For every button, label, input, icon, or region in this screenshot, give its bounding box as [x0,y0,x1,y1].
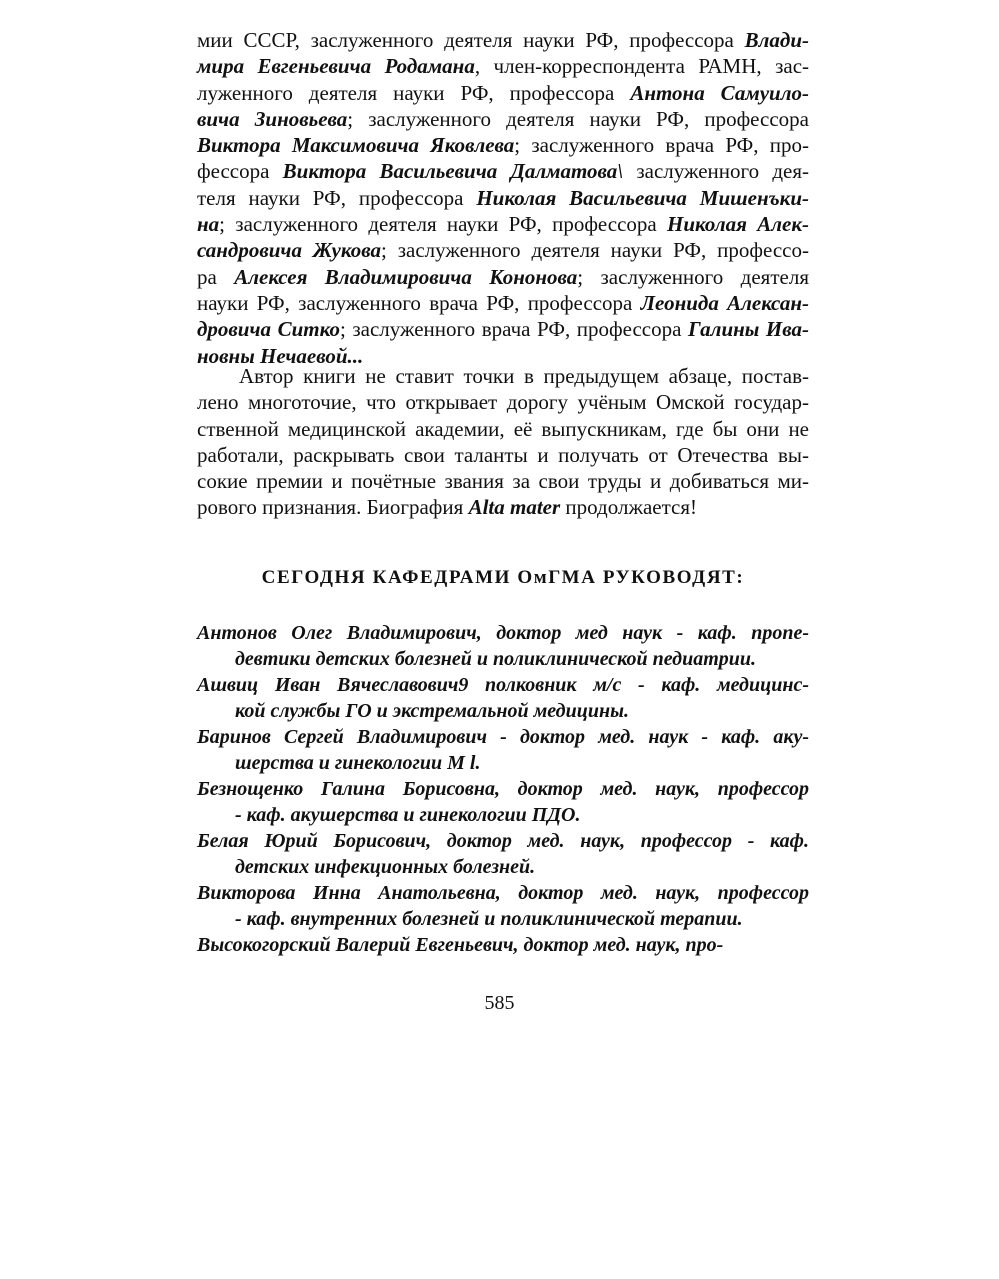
text-line [197,132,809,158]
text-run: ственной медицинской академии, её выпускникам, где бы они не [197,416,809,441]
paragraph-author-note [197,363,809,521]
bold-name: Alta mater [468,495,561,520]
text-line [197,185,809,211]
entry-line: Ашвиц Иван Вячеславович9 полковник м/с - каф. медицинс- [197,674,809,696]
entry-continuation: кой службы ГО и экстремальной медицины. [235,700,629,722]
department-heads-list [197,620,809,958]
bold-name: Николая Алек- [667,212,809,237]
text-run: ; заслуженного деятеля науки РФ, профессора [219,212,668,237]
entry-continuation: девтики детских болезней и поликлинической педиатрии. [235,648,757,670]
bold-name: Николая Васильевича Мишенъки- [476,185,809,210]
text-line [197,158,809,184]
bold-name: Антона Самуило- [630,80,809,105]
text-line [197,106,809,132]
text-line [197,363,809,389]
text-line [197,264,809,290]
bold-name: Леонида Алексан- [640,290,809,315]
bold-name: Галины Ива- [688,317,810,342]
bold-name: дровича Ситко [197,317,340,342]
entry-line: Баринов Сергей Владимирович - доктор мед. наук - каф. аку- [197,726,809,748]
text-run: сокие премии и почётные звания за свои труды и добиваться ми- [197,469,809,494]
section-heading: СЕГОДНЯ КАФЕДРАМИ ОмГМА РУКОВОДЯТ: [261,567,745,588]
department-head-entry [197,828,809,880]
bold-name: вича Зиновьева [197,106,348,131]
text-line [197,389,809,415]
text-run: мии СССР, заслуженного деятеля науки РФ, профессора [197,28,745,52]
text-run: продолжается! [560,495,697,520]
text-line [197,237,809,263]
text-line [197,442,809,468]
text-run: теля науки РФ, профессора [197,185,477,210]
paragraph-honorees [197,27,809,369]
entry-continuation: - каф. внутренних болезней и поликлинической терапии. [235,908,743,930]
text-run: ; заслуженного врача РФ, про- [514,133,809,158]
text-line [197,290,809,316]
entry-continuation: детских инфекционных болезней. [235,856,536,878]
bold-name: Виктора Максимовича Яковлева [197,133,515,158]
department-head-entry [197,932,809,958]
text-run: ; заслуженного деятеля [577,264,809,289]
bold-name: Алексея Владимировича Кононова [234,264,578,289]
bold-name: Виктора Васильевича Далматова\ [282,159,624,184]
text-run: заслуженного дея- [623,159,809,184]
text-line [197,80,809,106]
text-run: , член-корреспондента РАМН, зас- [474,54,810,79]
department-head-entry [197,880,809,932]
entry-line: Белая Юрий Борисович, доктор мед. наук, профессор - каф. [197,830,809,852]
text-run: фессора [197,159,283,184]
entry-line: Высокогорский Валерий Евгеньевич, доктор мед. наук, про- [197,934,724,956]
entry-line: Викторова Инна Анатольевна, доктор мед. наук, профессор [197,882,809,904]
text-line [197,416,809,442]
department-head-entry [197,776,809,828]
text-run: луженного деятеля науки РФ, профессора [197,80,631,105]
text-run: ; заслуженного деятеля науки РФ, профессора [347,106,809,131]
text-line [197,27,809,53]
text-line [197,316,809,342]
text-run: лено многоточие, что открывает дорогу учёным Омской государ- [197,390,809,415]
text-run: ; заслуженного врача РФ, профессора [339,317,689,342]
entry-continuation: - каф. акушерства и гинекологии ПДО. [235,804,581,826]
text-run: Автор книги не ставит точки в предыдущем абзаце, постав- [239,364,809,388]
text-line [197,211,809,237]
department-head-entry [197,724,809,776]
text-run: работали, раскрывать свои таланты и получать от Отечества вы- [197,442,809,467]
department-head-entry [197,672,809,724]
text-line [197,53,809,79]
entry-continuation: шерства и гинекологии М l. [235,752,481,774]
text-run: рового признания. Биография [197,495,469,520]
page-number: 585 [484,992,515,1014]
text-run: ра [197,264,235,289]
text-run: ; заслуженного деятеля науки РФ, профессо- [380,238,809,263]
bold-name: мира Евгеньевича Родамана [197,54,475,79]
bold-name: Влади- [744,28,809,52]
department-head-entry [197,620,809,672]
entry-line: Антонов Олег Владимирович, доктор мед наук - каф. пропе- [197,622,809,644]
bold-name: сандровича Жукова [197,238,381,263]
entry-line: Безнощенко Галина Борисовна, доктор мед. наук, профессор [197,778,809,800]
bold-name: новны Нечаевой... [197,343,364,368]
bold-name: на [197,212,220,237]
text-run: науки РФ, заслуженного врача РФ, профессора [197,290,641,315]
text-line [197,468,809,494]
text-line [197,494,809,520]
